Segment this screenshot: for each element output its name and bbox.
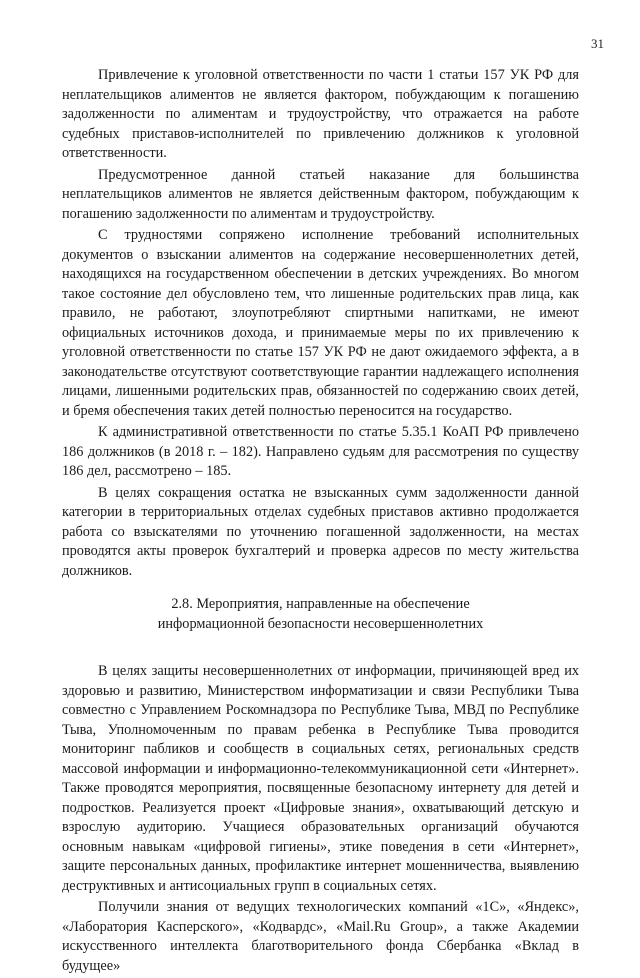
- paragraph-punishment-ineffective: Предусмотренное данной статьей наказание для большинства неплательщиков алиментов не является действенным фактором, побуждающим к погашению задолженности по алиментам и трудоустройству.: [62, 166, 579, 222]
- paragraph-alimony-difficulties: С трудностями сопряжено исполнение требований исполнительных документов о взыскании алиментов на содержание несовершеннолетних детей, находящихся на государственном обеспечении в детских учреждениях. Во многом такое состояние дел обусловлено тем, что лишенные родительских прав лица, как правило, не работают, злоупотребляют спиртными напитками, не имеют официальных источников дохода, и принимаемые меры по их привлечению к уголовной ответственности по статье 157 УК РФ не дают ожидаемого эффекта, а в законодательстве отсутствуют соответствующие гарантии надлежащего исполнения лицами, лишенными родительских прав, обязанностей по содержанию своих детей, и бремя обеспечения таких детей полностью переносится на государство.: [62, 227, 579, 419]
- paragraph-debt-reduction: В целях сокращения остатка не взысканных сумм задолженности данной категории в территориальных отделах судебных приставов активно продолжается работа со взыскателями по уточнению погашенной задолженности, на местах проводятся акты проверок бухгалтерий и проверка адресов по месту жительства должников.: [62, 484, 579, 579]
- page-content: [62, 66, 579, 978]
- section-heading-line-2: информационной безопасности несовершеннолетних: [157, 615, 484, 632]
- page-number: 31: [591, 36, 604, 51]
- paragraph-administrative-liability: К административной ответственности по статье 5.35.1 КоАП РФ привлечено 186 должников (в 2018 г. – 182). Направлено судьям для рассмотрения по существу 186 дел, рассмотрено – 185.: [62, 424, 579, 479]
- paragraph-criminal-liability: Привлечение к уголовной ответственности по части 1 статьи 157 УК РФ для неплательщиков алиментов не является фактором, побуждающим к погашению задолженности по алиментам и трудоустройству, что отражается на работе судебных приставов-исполнителей по привлечению должников к уголовной ответственности.: [62, 67, 579, 161]
- paragraph-minors-protection: В целях защиты несовершеннолетних от информации, причиняющей вред их здоровью и развитию, Министерством информатизации и связи Республики Тыва совместно с Управлением Роскомнадзора по Республике Тыва, МВД по Республике Тыва, Уполномоченным по правам ребенка в Республике Тыва проводится мониторинг пабликов и сообществ в социальных сетях, региональных средств массовой информации и информационно-телекоммуникационной сети «Интернет». Также проводятся мероприятия, посвященные безопасному интернету для детей и подростков. Реализуется проект «Цифровые знания», охватывающий детскую и взрослую аудиторию. Учащиеся образовательных организаций обучаются основным навыкам «цифровой гигиены», этике поведения в сети «Интернет», защите персональных данных, профилактике интернет мошенничества, выявлению деструктивных и антисоциальных групп в социальных сетях.: [62, 663, 579, 894]
- paragraph-tech-companies: Получили знания от ведущих технологических компаний «1С», «Яндекс», «Лаборатория Касперского», «Кодвардс», «Mail.Ru Group», а также Академии искусственного интеллекта благотворительного фонда Сбербанка «Вклад в будущее»: [62, 899, 579, 974]
- section-heading: [62, 595, 579, 634]
- section-heading-line-1: 2.8. Мероприятия, направленные на обеспечение: [171, 596, 470, 612]
